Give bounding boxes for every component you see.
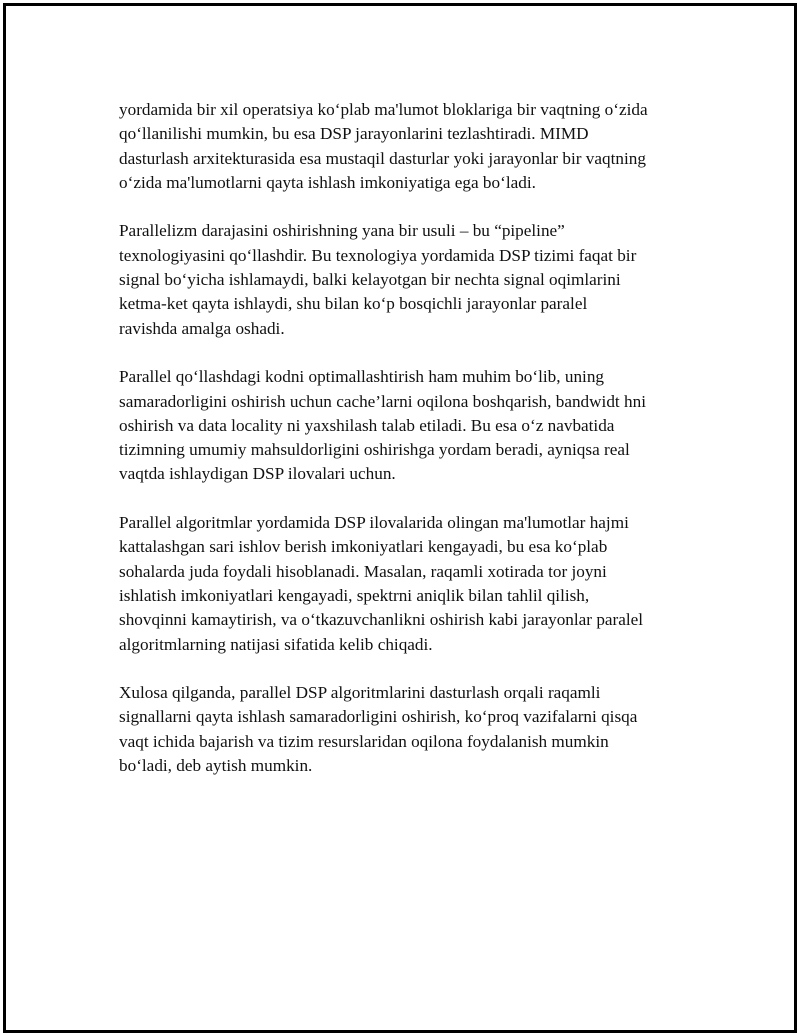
text-line: dasturlash arxitekturasida esa mustaqil dasturlar yoki jarayonlar bir vaqtning: [119, 148, 646, 168]
paragraph-4: [119, 511, 719, 657]
paragraph-5: [119, 681, 719, 778]
text-line: tizimning umumiy mahsuldorligini oshirishga yordam beradi, ayniqsa real: [119, 440, 630, 460]
text-line: Parallel qo‘llashdagi kodni optimallashtirish ham muhim bo‘lib, uning: [119, 367, 605, 387]
text-line: signallarni qayta ishlash samaradorligini oshirish, ko‘proq vazifalarni qisqa: [119, 707, 638, 727]
text-line: o‘zida ma'lumotlarni qayta ishlash imkoniyatiga ega bo‘ladi.: [119, 172, 536, 192]
text-line: ravishda amalga oshadi.: [119, 318, 285, 338]
document-body: [119, 98, 719, 803]
text-line: vaqt ichida bajarish va tizim resurslaridan oqilona foydalanish mumkin: [119, 731, 609, 751]
text-line: sohalarda juda foydali hisoblanadi. Masalan, raqamli xotirada tor joyni: [119, 561, 607, 581]
text-line: Parallel algoritmlar yordamida DSP ilovalarida olingan ma'lumotlar hajmi: [119, 513, 629, 533]
text-line: vaqtda ishlaydigan DSP ilovalari uchun.: [119, 464, 396, 484]
text-line: yordamida bir xil operatsiya ko‘plab ma'lumot bloklariga bir vaqtning o‘zida: [119, 100, 648, 119]
page-frame: [3, 3, 797, 1033]
text-line: qo‘llanilishi mumkin, bu esa DSP jarayonlarini tezlashtiradi. MIMD: [119, 124, 589, 144]
text-line: algoritmlarning natijasi sifatida kelib chiqadi.: [119, 634, 433, 654]
paragraph-2: [119, 219, 719, 340]
paragraph-3: [119, 365, 719, 486]
text-line: signal bo‘yicha ishlamaydi, balki kelayotgan bir nechta signal oqimlarini: [119, 270, 621, 290]
text-line: ketma-ket qayta ishlaydi, shu bilan ko‘p bosqichli jarayonlar paralel: [119, 294, 588, 314]
text-line: shovqinni kamaytirish, va o‘tkazuvchanlikni oshirish kabi jarayonlar paralel: [119, 610, 644, 630]
text-line: samaradorligini oshirish uchun cache’larni oqilona boshqarish, bandwidt hni: [119, 391, 646, 411]
text-line: kattalashgan sari ishlov berish imkoniyatlari kengayadi, bu esa ko‘plab: [119, 537, 608, 557]
text-line: Xulosa qilganda, parallel DSP algoritmlarini dasturlash orqali raqamli: [119, 683, 601, 703]
text-line: texnologiyasini qo‘llashdir. Bu texnologiya yordamida DSP tizimi faqat bir: [119, 245, 637, 265]
text-line: ishlatish imkoniyatlari kengayadi, spektrni aniqlik bilan tahlil qilish,: [119, 585, 590, 605]
paragraph-1: [119, 98, 719, 195]
text-line: oshirish va data locality ni yaxshilash talab etiladi. Bu esa o‘z navbatida: [119, 415, 615, 435]
text-line: bo‘ladi, deb aytish mumkin.: [119, 756, 313, 776]
text-line: Parallelizm darajasini oshirishning yana bir usuli – bu “pipeline”: [119, 221, 565, 241]
